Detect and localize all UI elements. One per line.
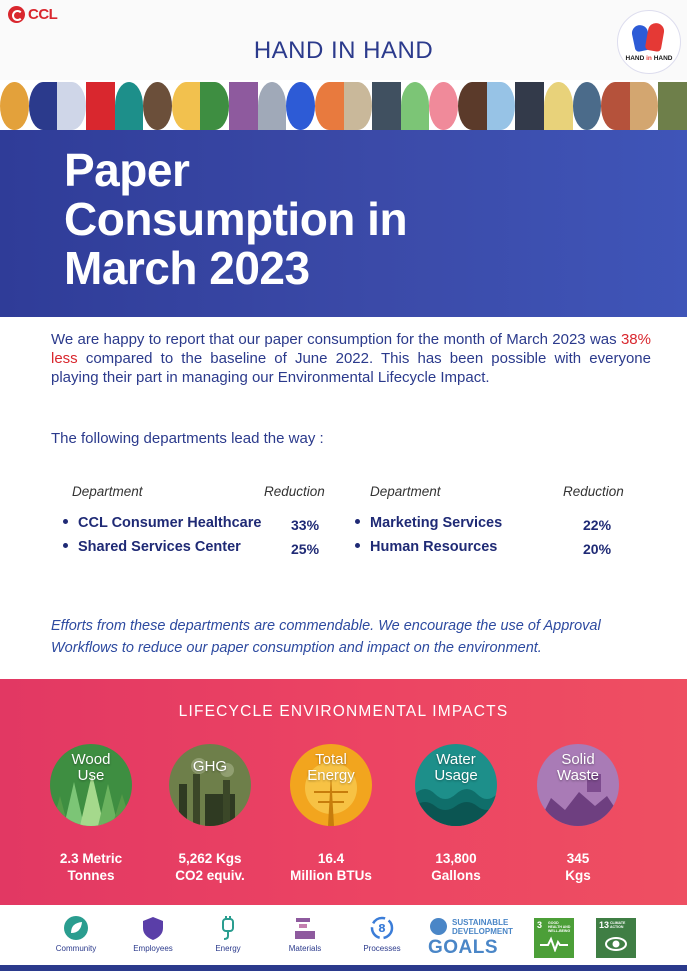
department-reduction: 33% bbox=[291, 517, 320, 533]
collage-photo-tile bbox=[515, 82, 544, 130]
collage-photo-tile bbox=[601, 82, 630, 130]
hand-in-hand-badge bbox=[617, 10, 681, 74]
photo-collage-strip bbox=[0, 82, 687, 130]
shield-icon bbox=[140, 915, 166, 941]
power-tower-icon: Total Energy bbox=[290, 744, 372, 826]
department-name: Marketing Services bbox=[355, 515, 502, 531]
impact-solid-waste: Solid Waste 345 Kgs bbox=[526, 744, 630, 884]
footer-employees: Employees bbox=[123, 915, 183, 953]
recycle-icon bbox=[369, 915, 395, 941]
column-header-reduction: Reduction bbox=[563, 484, 624, 499]
collage-photo-tile bbox=[143, 82, 172, 130]
collage-photo-tile bbox=[429, 82, 458, 130]
column-header-department: Department bbox=[370, 484, 441, 499]
collage-photo-tile bbox=[573, 82, 602, 130]
bottom-accent-bar bbox=[0, 965, 687, 971]
column-header-department: Department bbox=[72, 484, 143, 499]
department-name: Shared Services Center bbox=[63, 539, 241, 555]
impact-water-usage: Water Usage 13,800 Gallons bbox=[404, 744, 508, 884]
collage-photo-tile bbox=[544, 82, 573, 130]
plug-icon bbox=[215, 915, 241, 941]
svg-text:8: 8 bbox=[378, 922, 386, 935]
hero-title: Paper Consumption in March 2023 bbox=[64, 144, 408, 294]
impacts-title: LIFECYCLE ENVIRONMENTAL IMPACTS bbox=[178, 703, 509, 720]
red-hand-icon bbox=[645, 22, 666, 52]
collage-photo-tile bbox=[286, 82, 315, 130]
eye-earth-icon bbox=[605, 935, 627, 953]
impact-ghg: GHG 5,262 Kgs CO2 equiv. bbox=[158, 744, 262, 884]
collage-photo-tile bbox=[57, 82, 86, 130]
sdg-logo: SUSTAINABLE DEVELOPMENT GOALS bbox=[428, 918, 513, 958]
ccl-logo-icon bbox=[8, 6, 25, 23]
collage-photo-tile bbox=[372, 82, 401, 130]
department-reduction: 20% bbox=[583, 541, 612, 557]
footer-materials: Materials bbox=[275, 915, 335, 953]
department-name: Human Resources bbox=[355, 539, 497, 555]
collage-photo-tile bbox=[315, 82, 344, 130]
footer-energy: Energy bbox=[198, 915, 258, 953]
collage-photo-tile bbox=[344, 82, 373, 130]
footer-processes: 8 Processes bbox=[352, 915, 412, 953]
collage-photo-tile bbox=[115, 82, 144, 130]
department-reduction: 22% bbox=[583, 517, 612, 533]
collage-photo-tile bbox=[29, 82, 58, 130]
leaf-icon bbox=[63, 915, 89, 941]
ccl-logo bbox=[8, 6, 57, 23]
reduction-highlight: 38% less bbox=[51, 331, 651, 367]
collage-photo-tile bbox=[0, 82, 29, 130]
lead-line: The following departments lead the way : bbox=[51, 430, 324, 447]
un-globe-icon bbox=[430, 918, 447, 935]
footer-community: Community bbox=[46, 915, 106, 953]
column-header-reduction: Reduction bbox=[264, 484, 325, 499]
impact-wood-use: Wood Use 2.3 Metric Tonnes bbox=[39, 744, 143, 884]
sdg-goal-3-card: 3 GOOD HEALTH AND WELL-BEING bbox=[534, 918, 574, 958]
program-title: HAND IN HAND bbox=[253, 37, 434, 64]
tree-icon: Wood Use bbox=[50, 744, 132, 826]
collage-photo-tile bbox=[487, 82, 516, 130]
collage-photo-tile bbox=[458, 82, 487, 130]
collage-photo-tile bbox=[658, 82, 687, 130]
collage-photo-tile bbox=[86, 82, 115, 130]
factory-icon bbox=[292, 915, 318, 941]
heartbeat-icon bbox=[540, 936, 568, 952]
collage-photo-tile bbox=[258, 82, 287, 130]
impact-total-energy: Total Energy 16.4 Million BTUs bbox=[279, 744, 383, 884]
logo-text: CCL bbox=[28, 6, 58, 23]
department-name: CCL Consumer Healthcare bbox=[63, 515, 261, 531]
sdg-goal-13-card: 13 CLIMATE ACTION bbox=[596, 918, 636, 958]
water-wave-icon: Water Usage bbox=[415, 744, 497, 826]
efforts-note: Efforts from these departments are commendable. We encourage the use of Approval Workflows to reduce our paper consumption and impact on the environment. bbox=[51, 618, 601, 656]
waste-pile-icon: Solid Waste bbox=[537, 744, 619, 826]
collage-photo-tile bbox=[200, 82, 229, 130]
factory-smoke-icon: GHG bbox=[169, 744, 251, 826]
badge-text: HAND in HAND bbox=[625, 55, 673, 62]
department-reduction: 25% bbox=[291, 541, 320, 557]
collage-photo-tile bbox=[401, 82, 430, 130]
collage-photo-tile bbox=[172, 82, 201, 130]
collage-photo-tile bbox=[229, 82, 258, 130]
intro-paragraph: We are happy to report that our paper consumption for the month of March 2023 was 38% less compared to the baseline of June 2022. This has been possible with everyone playing their part in managing our Environmental Lifecycle Impact. bbox=[51, 331, 651, 386]
collage-photo-tile bbox=[630, 82, 659, 130]
